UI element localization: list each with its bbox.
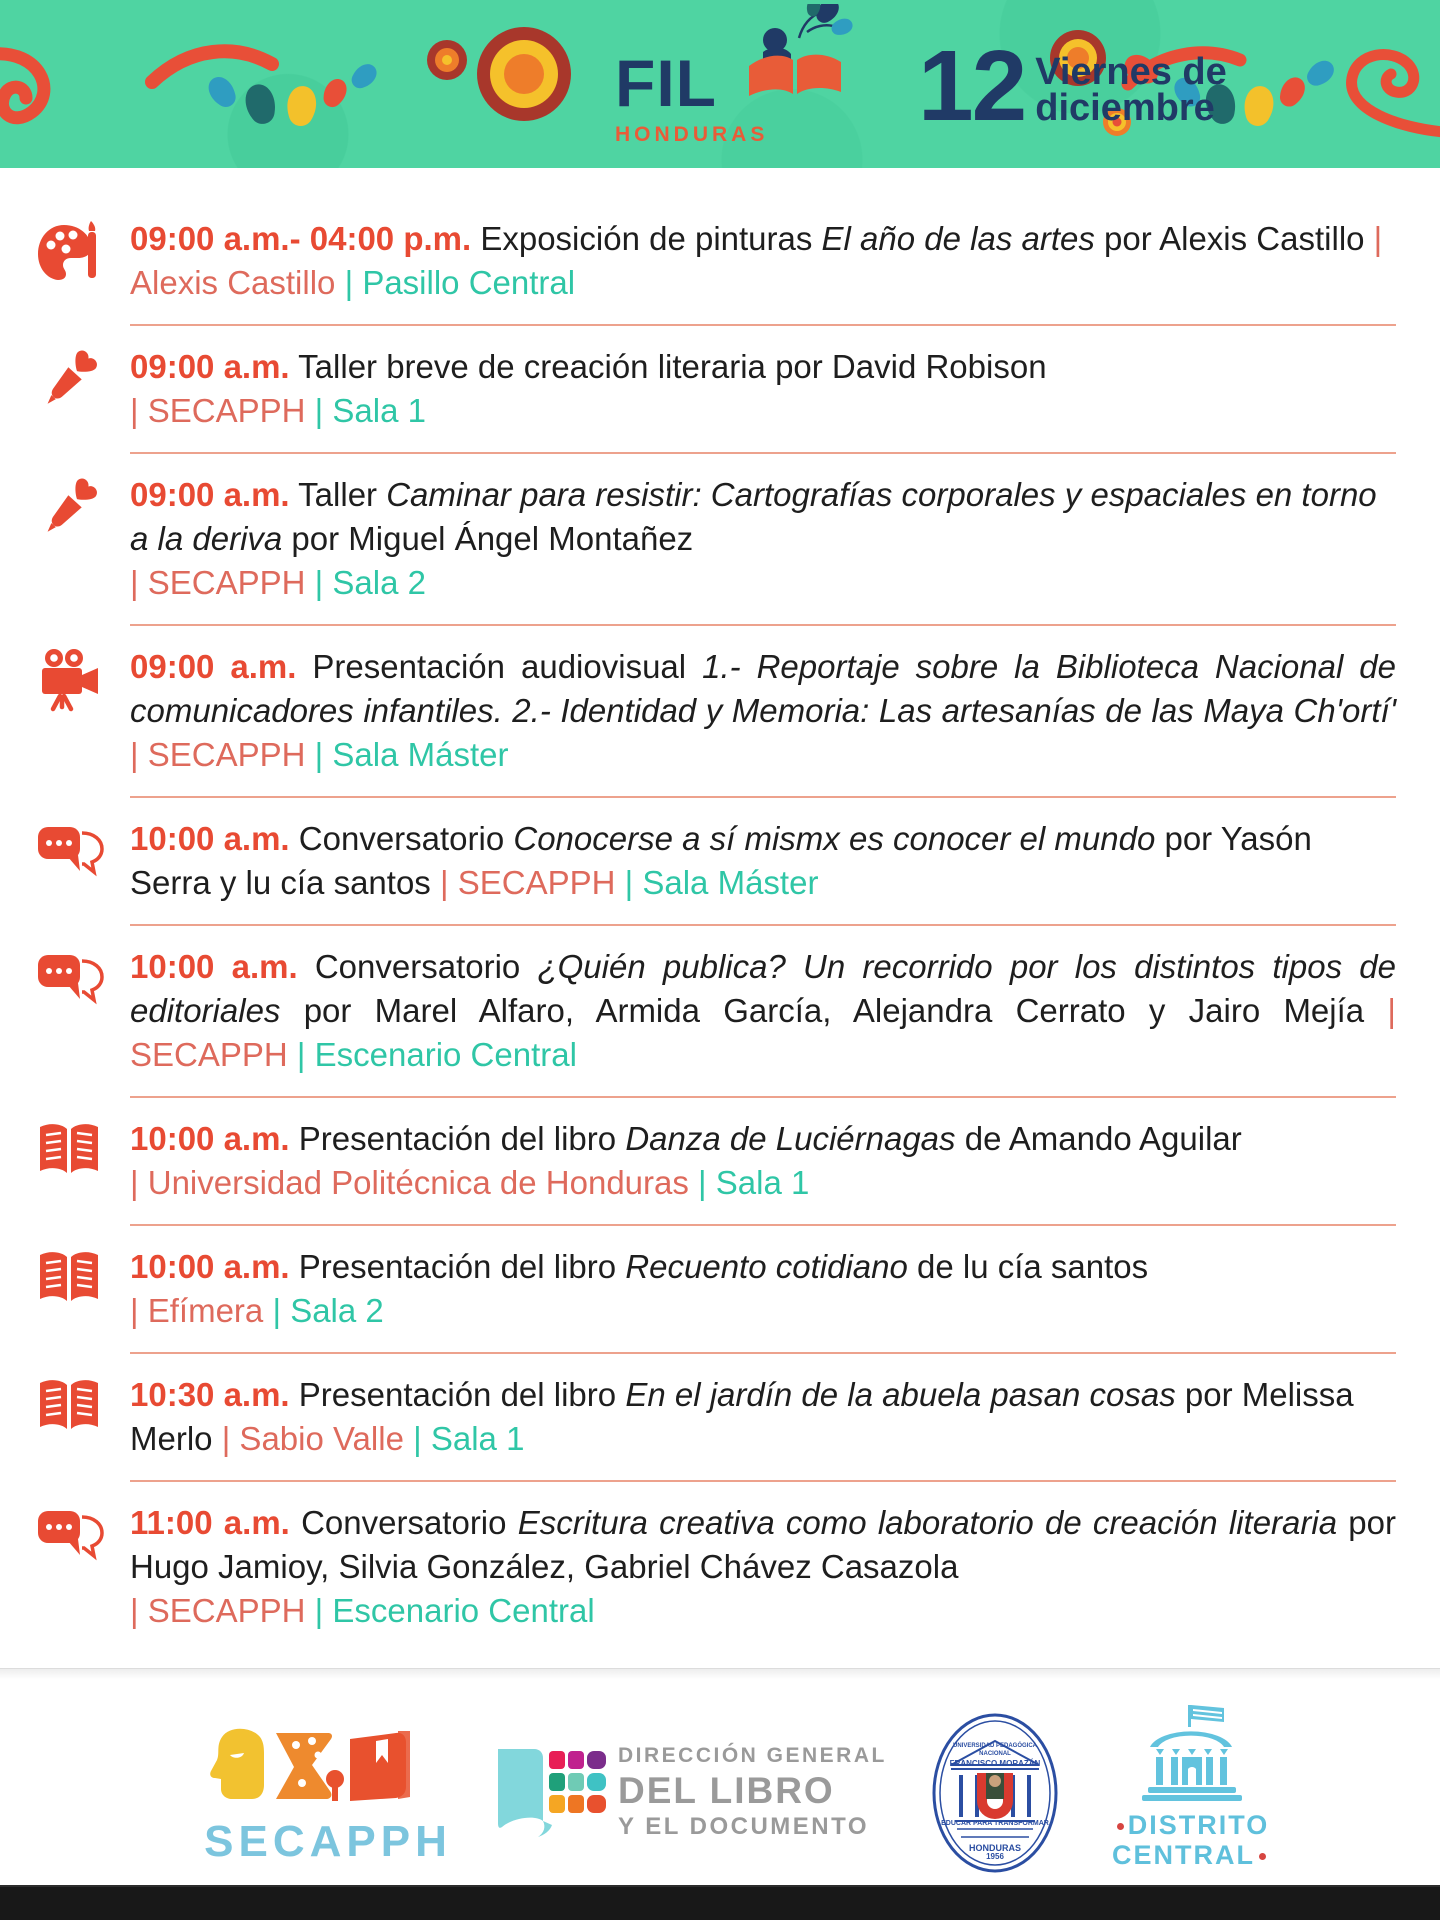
event-title: Danza de Luciérnagas: [625, 1120, 956, 1157]
event-text: [130, 645, 1396, 777]
event-description: por Yasón Serra y lu cía santos: [130, 820, 1312, 901]
event-description: de lu cía santos: [907, 1248, 1149, 1285]
event-time: 09:00 a.m.: [130, 648, 297, 685]
book-icon: [34, 1373, 130, 1461]
event-text: [130, 1373, 1396, 1461]
event-text: [130, 345, 1396, 433]
event-text: [130, 1245, 1396, 1333]
event-organization: | Alexis Castillo: [130, 220, 1383, 301]
date-month: diciembre: [1035, 87, 1215, 129]
event-row: [34, 1226, 1396, 1352]
fil-wordmark: FIL: [615, 46, 717, 120]
book-icon: [34, 1117, 130, 1205]
event-description: por Alexis Castillo: [1094, 220, 1374, 257]
event-row: [34, 926, 1396, 1096]
decor-spiral-left: [0, 54, 44, 118]
pen-icon: [34, 473, 130, 605]
date-number: 12: [918, 30, 1026, 142]
palette-icon: [34, 217, 130, 305]
seal-university: UNIVERSIDAD PEDAGÓGICA: [952, 1743, 1037, 1749]
chat-icon: [34, 1501, 130, 1633]
event-title: Caminar para resistir: Cartografías corporales y espaciales en torno a la deriva: [130, 476, 1377, 557]
bottom-black-bar: [0, 1885, 1440, 1920]
upn-seal-icon: [931, 1713, 1059, 1873]
event-description: por Miguel Ángel Montañez: [282, 520, 694, 557]
distrito-dot-right-icon: [1259, 1853, 1266, 1860]
seal-country: HONDURAS: [968, 1843, 1021, 1853]
event-text: [130, 1501, 1396, 1633]
direccion-libro-label: [618, 1745, 887, 1839]
distrito-central-logo-icon: [1128, 1703, 1254, 1811]
event-description: Exposición de pinturas: [471, 220, 822, 257]
date-weekday: Viernes de: [1035, 51, 1227, 93]
event-row: [34, 1098, 1396, 1224]
header: [0, 0, 1440, 168]
event-text: [130, 473, 1396, 605]
distrito-line2: CENTRAL: [1112, 1839, 1255, 1870]
event-time: 09:00 a.m.- 04:00 p.m.: [130, 220, 472, 257]
event-organization: | Sabio Valle: [221, 1420, 414, 1457]
event-title: 1.- Reportaje sobre la Biblioteca Nacional de comunicadores infantiles. 2.- Identidad y Memoria: Las artesanías de las Maya Ch'ortí': [130, 648, 1396, 729]
event-row: [34, 454, 1396, 624]
secapph-label: SECAPPH: [204, 1817, 452, 1866]
event-title: ¿Quién publica? Un recorrido por los distintos tipos de editoriales: [130, 948, 1396, 1029]
event-venue: | Sala 1: [314, 392, 426, 429]
direccion-libro-logo-icon: [494, 1743, 610, 1839]
event-title: Conocerse a sí mismx es conocer el mundo: [513, 820, 1156, 857]
seal-year: 1956: [986, 1852, 1004, 1861]
event-row: [34, 1482, 1396, 1652]
event-time: 09:00 a.m.: [130, 348, 290, 385]
book-icon: [34, 1245, 130, 1333]
distrito-line1: DISTRITO: [1127, 1810, 1270, 1840]
event-organization: | Efímera: [130, 1292, 273, 1329]
event-title: El año de las artes: [821, 220, 1095, 257]
event-description: Presentación audiovisual: [296, 648, 703, 685]
event-venue: | Escenario Central: [296, 1036, 577, 1073]
event-organization: | Universidad Politécnica de Honduras: [130, 1164, 699, 1201]
event-venue: | Escenario Central: [314, 1592, 595, 1629]
event-venue: | Sala 1: [698, 1164, 810, 1201]
distrito-central-label: [1106, 1811, 1276, 1870]
event-time: 10:00 a.m.: [130, 1248, 290, 1285]
event-row: [34, 1354, 1396, 1480]
event-time: 10:00 a.m.: [130, 948, 298, 985]
chat-icon: [34, 945, 130, 1077]
event-description: Conversatorio: [289, 1504, 518, 1541]
direccion-line1: DIRECCIÓN GENERAL: [618, 1744, 887, 1767]
event-row: [34, 626, 1396, 796]
event-time: 10:00 a.m.: [130, 820, 290, 857]
event-organization: | SECAPPH: [130, 564, 315, 601]
event-description: por Melissa Merlo: [130, 1376, 1354, 1457]
event-time: 11:00 a.m.: [130, 1504, 290, 1541]
decor-spiral-right: [1352, 55, 1440, 132]
event-row: [34, 798, 1396, 924]
event-description: Presentación del libro: [289, 1120, 626, 1157]
event-description: por Marel Alfaro, Armida García, Alejandra Cerrato y Jairo Mejía: [280, 992, 1388, 1029]
event-row: [34, 198, 1396, 324]
event-title: Recuento cotidiano: [625, 1248, 908, 1285]
event-row: [34, 326, 1396, 452]
event-date: [918, 30, 1227, 142]
event-organization: | SECAPPH: [130, 392, 315, 429]
fil-honduras-label: HONDURAS: [615, 123, 769, 146]
event-venue: | Pasillo Central: [344, 264, 576, 301]
seal-nacional: NACIONAL: [979, 1751, 1011, 1757]
event-title: Escritura creativa como laboratorio de creación literaria: [517, 1504, 1338, 1541]
event-venue: | Sala Máster: [314, 736, 509, 773]
event-description: Conversatorio: [289, 820, 514, 857]
decor-target-big-left: [477, 27, 571, 121]
events-list: [0, 168, 1440, 1652]
secapph-logo-icon: [200, 1727, 456, 1813]
event-title: En el jardín de la abuela pasan cosas: [625, 1376, 1176, 1413]
fil-logo: [615, 46, 769, 146]
event-venue: | Sala 1: [413, 1420, 525, 1457]
pen-icon: [34, 345, 130, 433]
chat-icon: [34, 817, 130, 905]
event-description: Taller: [289, 476, 387, 513]
event-text: [130, 217, 1396, 305]
event-time: 09:00 a.m.: [130, 476, 290, 513]
event-time: 10:00 a.m.: [130, 1120, 290, 1157]
event-organization: | SECAPPH: [130, 736, 315, 773]
event-text: [130, 945, 1396, 1077]
event-description: por Hugo Jamioy, Silvia González, Gabriel Chávez Casazola: [130, 1504, 1396, 1585]
event-text: [130, 1117, 1396, 1205]
event-venue: | Sala 2: [314, 564, 426, 601]
event-description: Conversatorio: [297, 948, 538, 985]
event-venue: | Sala Máster: [624, 864, 819, 901]
event-description: de Amando Aguilar: [955, 1120, 1242, 1157]
decor-target-small-left: [427, 40, 467, 80]
camera-icon: [34, 645, 130, 777]
decor-fan-left: [152, 51, 381, 127]
footer: [0, 1668, 1440, 1920]
fil-book-reader-icon: [737, 4, 857, 104]
event-text: [130, 817, 1396, 905]
seal-name: FRANCISCO MORAZÁN: [949, 1759, 1041, 1768]
event-organization: | SECAPPH: [439, 864, 625, 901]
event-description: Taller breve de creación literaria por David Robison: [289, 348, 1047, 385]
event-description: Presentación del libro: [289, 1248, 626, 1285]
seal-motto: EDUCAR PARA TRANSFORMAR: [941, 1820, 1049, 1827]
event-venue: | Sala 2: [272, 1292, 384, 1329]
event-time: 10:30 a.m.: [130, 1376, 290, 1413]
event-organization: | SECAPPH: [130, 1592, 315, 1629]
direccion-line2: DEL LIBRO: [618, 1770, 835, 1811]
event-description: Presentación del libro: [289, 1376, 626, 1413]
direccion-line3: Y EL DOCUMENTO: [618, 1813, 870, 1840]
distrito-dot-left-icon: [1117, 1823, 1124, 1830]
event-organization: | SECAPPH: [130, 992, 1396, 1073]
